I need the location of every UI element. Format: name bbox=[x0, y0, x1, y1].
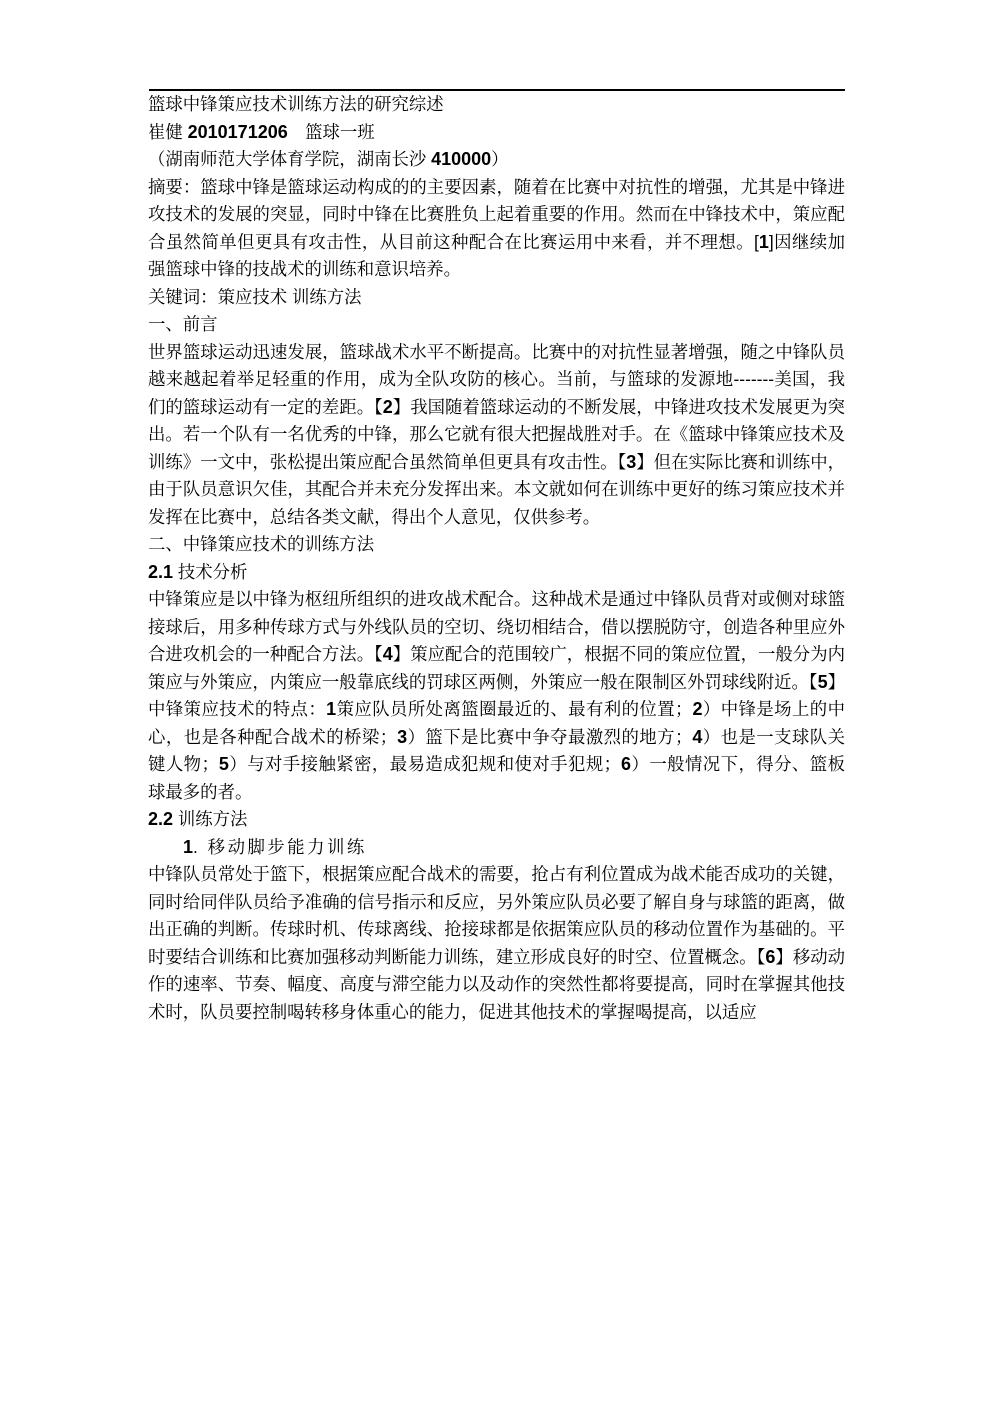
list-item-footwork-training: 1. 移动脚步能力训练 bbox=[183, 836, 367, 857]
training-method-paragraph: 中锋队员常处于篮下，根据策应配合战术的需要，抢占有利位置成为战术能否成功的关键，同时给同伴队员给予准确的信号指示和反应，另外策应队员必要了解自身与球篮的距离，做出正确的判断。传球时机、传球离线、抢接球都是依据策应队员的移动位置作为基础的。平时要结合训练和比赛加强移动判断能力训练，建立形成良好的时空、位置概念。【6】移动动作的速率、节奏、幅度、高度与滞空能力以及动作的突然性都将要提高，同时在掌握其他技术时，队员要控制喝转移身体重心的能力，促进其他技术的掌握喝提高，以适应 bbox=[148, 864, 845, 1022]
author-line: 崔健 2010171206 篮球一班 bbox=[148, 121, 375, 142]
section-heading-training-methods: 二、中锋策应技术的训练方法 bbox=[148, 534, 375, 554]
foreword-paragraph: 世界篮球运动迅速发展，篮球战术水平不断提高。比赛中的对抗性显著增强，随之中锋队员越来越起着举足轻重的作用，成为全队攻防的核心。当前，与篮球的发源地-------美国，我们的篮球运动有一定的差距。【2】我国随着篮球运动的不断发展，中锋进攻技术发展更为突出。若一个队有一名优秀的中锋，那么它就有很大把握战胜对手。在《篮球中锋策应技术及训练》一文中，张松提出策应配合虽然简单但更具有攻击性。【3】但在实际比赛和训练中，由于队员意识欠佳，其配合并未充分发挥出来。本文就如何在训练中更好的练习策应技术并发挥在比赛中，总结各类文献，得出个人意见，仅供参考。 bbox=[148, 341, 845, 527]
document-content bbox=[148, 91, 845, 1026]
keywords-line: 关键词：策应技术 训练方法 bbox=[148, 286, 362, 307]
affiliation-line: （湖南师范大学体育学院，湖南长沙 410000） bbox=[148, 149, 509, 169]
paper-title: 篮球中锋策应技术训练方法的研究综述 bbox=[148, 94, 444, 114]
subsection-heading-technique-analysis: 2.1 技术分析 bbox=[148, 561, 248, 582]
abstract-paragraph: 摘要：篮球中锋是篮球运动构成的的主要因素，随着在比赛中对抗性的增强，尤其是中锋进攻技术的发展的突显，同时中锋在比赛胜负上起着重要的作用。然而在中锋技术中，策应配合虽然简单但更具有攻击性，从目前这种配合在比赛运用中来看，并不理想。[1]因继续加强篮球中锋的技战术的训练和意识培养。 bbox=[148, 176, 845, 279]
technique-analysis-paragraph: 中锋策应是以中锋为枢纽所组织的进攻战术配合。这种战术是通过中锋队员背对或侧对球篮接球后，用多种传球方式与外线队员的空切、绕切相结合，借以摆脱防守，创造各种里应外合进攻机会的一种配合方法。【4】策应配合的范围较广，根据不同的策应位置，一般分为内策应与外策应，内策应一般靠底线的罚球区两侧，外策应一般在限制区外罚球线附近。【5】中锋策应技术的特点：1策应队员所处离篮圈最近的、最有利的位置；2）中锋是场上的中心，也是各种配合战术的桥梁；3）篮下是比赛中争夺最激烈的地方；4）也是一支球队关键人物；5）与对手接触紧密，最易造成犯规和使对手犯规；6）一般情况下，得分、篮板球最多的者。 bbox=[148, 589, 845, 802]
subsection-heading-training-method: 2.2 训练方法 bbox=[148, 809, 248, 829]
section-heading-foreword: 一、前言 bbox=[148, 314, 218, 334]
